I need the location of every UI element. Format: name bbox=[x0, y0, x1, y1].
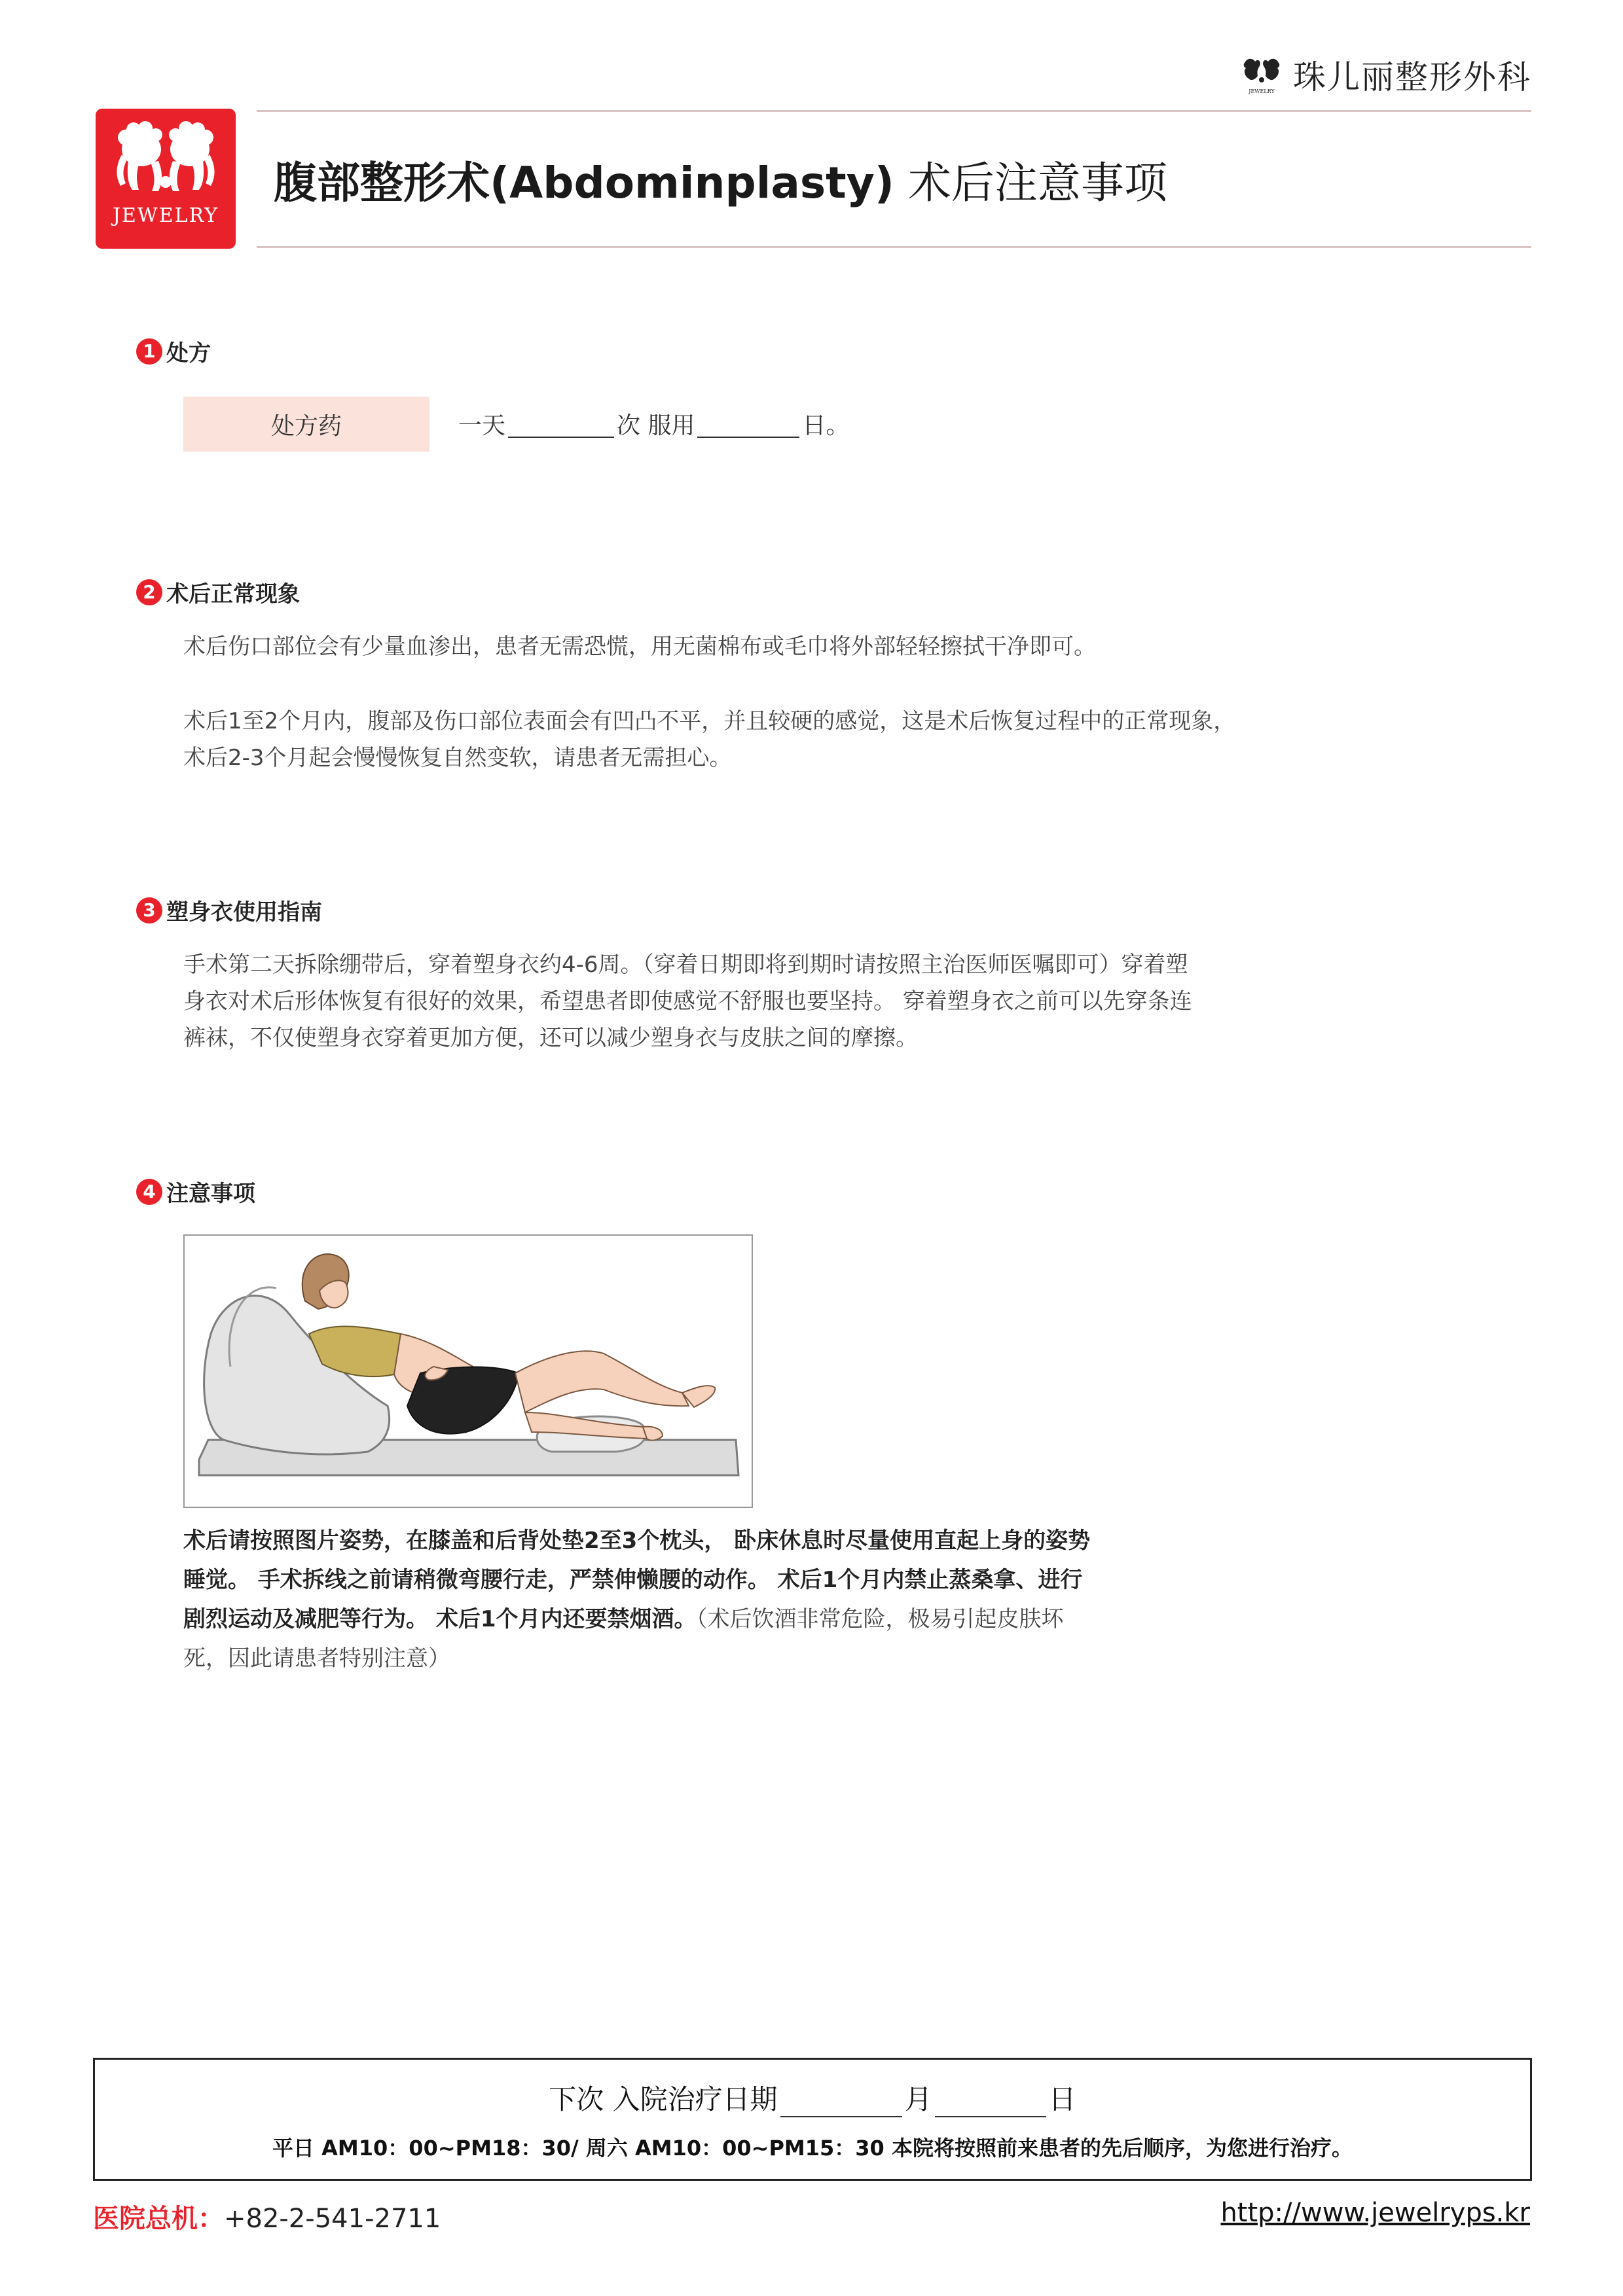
section-3-line: 裤袜，不仅使塑身衣穿着更加方便，还可以减少塑身衣与皮肤之间的摩擦。 bbox=[183, 1025, 918, 1051]
prescription-label-box bbox=[183, 397, 429, 452]
brand-mini-logo-icon bbox=[1241, 54, 1283, 96]
next-visit-day-blank[interactable] bbox=[935, 2087, 1046, 2117]
next-visit-line bbox=[95, 2078, 1530, 2117]
brand-name: 珠儿丽整形外科 bbox=[1293, 58, 1531, 96]
lion-emblem-icon bbox=[96, 109, 236, 207]
next-visit-day-label: 日 bbox=[1048, 2083, 1076, 2115]
section-2-line: 术后1至2个月内，腹部及伤口部位表面会有凹凸不平，并且较硬的感觉，这是术后恢复过程中的正常现象， bbox=[183, 708, 1236, 734]
section-2-para-1 bbox=[183, 628, 1096, 665]
section-4-bold-line: 剧烈运动及减肥等行为。 术后1个月内还要禁烟酒。 bbox=[183, 1606, 697, 1632]
next-visit-month-blank[interactable] bbox=[780, 2087, 902, 2117]
section-4-note-tail: （术后饮酒非常危险，极易引起皮肤坏 bbox=[696, 1606, 1064, 1632]
page-title bbox=[274, 148, 1167, 210]
rx-text-b: 次 服用 bbox=[617, 412, 695, 439]
times-per-day-blank[interactable] bbox=[508, 410, 614, 438]
resting-posture-image bbox=[185, 1236, 752, 1507]
brand-header bbox=[1241, 51, 1531, 98]
header-rule-top bbox=[257, 110, 1531, 112]
header-rule-bottom bbox=[257, 246, 1531, 248]
section-3-heading bbox=[136, 894, 322, 926]
website-link[interactable]: http://www.jewelryps.kr bbox=[1220, 2198, 1530, 2228]
resting-posture-illustration bbox=[183, 1234, 753, 1508]
section-2-para-2 bbox=[183, 703, 1235, 776]
section-1-heading bbox=[136, 335, 211, 367]
next-visit-box bbox=[93, 2058, 1532, 2181]
section-1-number-badge: 1 bbox=[136, 338, 162, 365]
contact-label: 医院总机： bbox=[93, 2204, 224, 2234]
svg-text:JEWELRY: JEWELRY bbox=[1249, 88, 1275, 94]
rx-text-c: 日。 bbox=[802, 412, 850, 439]
opening-hours: 平日 AM10：00~PM18：30/ 周六 AM10：00~PM15：30 本院将按照前来患者的先后顺序，为您进行治疗。 bbox=[272, 2136, 1353, 2161]
prescription-line bbox=[458, 407, 849, 440]
section-4-title: 注意事项 bbox=[166, 1181, 255, 1207]
section-2-number-badge: 2 bbox=[136, 579, 162, 605]
section-2-title: 术后正常现象 bbox=[166, 581, 300, 607]
section-2-heading bbox=[136, 576, 300, 608]
section-4-bold-line: 睡觉。 手术拆线之前请稍微弯腰行走，严禁伸懒腰的动作。 术后1个月内禁止蒸桑拿、进行 bbox=[183, 1567, 1083, 1593]
section-4-number-badge: 4 bbox=[136, 1179, 162, 1205]
rx-text-a: 一天 bbox=[458, 412, 506, 439]
section-2-line: 术后2-3个月起会慢慢恢复自然变软，请患者无需担心。 bbox=[183, 745, 732, 771]
section-4-heading bbox=[136, 1175, 255, 1208]
section-3-paragraph bbox=[183, 946, 1192, 1056]
section-1-title: 处方 bbox=[166, 340, 211, 367]
section-3-title: 塑身衣使用指南 bbox=[166, 899, 322, 925]
title-rest: 术后注意事项 bbox=[894, 158, 1167, 208]
hospital-contact bbox=[93, 2198, 441, 2235]
section-4-paragraph bbox=[183, 1521, 1090, 1678]
prescription-label: 处方药 bbox=[270, 412, 342, 440]
section-4-bold-line: 术后请按照图片姿势，在膝盖和后背处垫2至3个枕头， 卧床休息时尽量使用直起上身的姿势 bbox=[183, 1528, 1091, 1554]
section-3-line: 身衣对术后形体恢复有很好的效果，希望患者即使感觉不舒服也要坚持。 穿着塑身衣之前可以先穿条连 bbox=[183, 988, 1192, 1014]
contact-phone[interactable]: +82-2-541-2711 bbox=[224, 2204, 441, 2234]
section-3-line: 手术第二天拆除绷带后，穿着塑身衣约4-6周。（穿着日期即将到期时请按照主治医师医嘱即可）穿着塑 bbox=[183, 952, 1188, 978]
section-4-note-last: 死，因此请患者特别注意） bbox=[183, 1645, 450, 1672]
title-bold: 腹部整形术(Abdominplasty) bbox=[274, 158, 894, 208]
days-blank[interactable] bbox=[697, 410, 799, 438]
section-3-number-badge: 3 bbox=[136, 897, 162, 924]
next-visit-label: 下次 入院治疗日期 bbox=[549, 2083, 778, 2115]
section-2-line: 术后伤口部位会有少量血渗出，患者无需恐慌，用无菌棉布或毛巾将外部轻轻擦拭干净即可。 bbox=[183, 634, 1096, 660]
section-4-mixed-line bbox=[183, 1600, 1090, 1639]
jewelry-logo bbox=[96, 109, 236, 249]
logo-wordmark: JEWELRY bbox=[112, 204, 219, 227]
next-visit-month-label: 月 bbox=[904, 2083, 932, 2115]
